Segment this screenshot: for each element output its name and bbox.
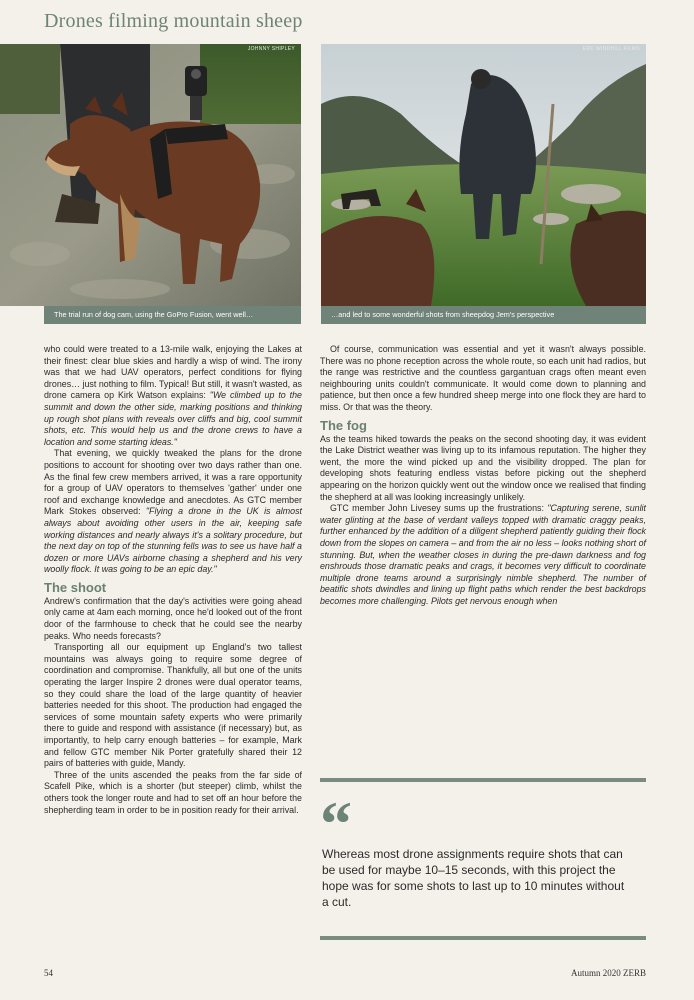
paragraph: As the teams hiked towards the peaks on the second shooting day, it was evident the Lake District weather was living up to its infamous reputation. The higher they went, the more the wind picked up and the visibility dropped. The plan for developing shots featuring endless vistas before picking out the shepherd appearing on the horizon quickly went out the window once we realised that finding the shepherd at all was looking increasingly unlikely. (320, 433, 646, 502)
issue-label: Autumn 2020 ZERB (570, 968, 646, 978)
pull-quote: Whereas most drone assignments require shots that can be used for maybe 10–15 seconds, with this project the hope was for some shots to last up to 10 minutes without a cut. (322, 847, 625, 909)
photo-credit: ERC WINDHILL FILMS (582, 46, 640, 52)
paragraph: Transporting all our equipment up England's two tallest mountains was always going to require some degree of coordination and compromise. Thankfully, all but one of the units operating the larger Inspire 2 drones were dual operator teams, so they could share the load of the large quantity of heavier batteries needed for this shoot. The production had engaged the services of some mountain safety experts who were primarily there to guide and respond with assistance (if necessary) but, as importantly, to help carry enough batteries – for example, Mark and fellow GTC member Nik Porter gratefully shared their 12 pairs of batteries with guide, Mandy. (44, 642, 302, 769)
paragraph: Andrew's confirmation that the day's activities were going ahead only came at 4am each morning, once he'd looked out of the front door of the farmhouse to check that he could see the nearby peaks. Who needs forecasts? (44, 595, 302, 641)
photo-caption: The trial run of dog cam, using the GoPro Fusion, went well… (44, 306, 301, 324)
dog-photo-icon (0, 44, 301, 306)
section-heading: The fog (320, 417, 367, 433)
paragraph: That evening, we quickly tweaked the plans for the drone positions to account for shooting over two days rather than one. As the final few crew members arrived, it was a rare opportunity for a group of UAV operators to themselves 'gather' under one roof and exchange knowledge and anecdotes. As GTC member Mark Stokes observed: "Flying a drone in the UK is almost always about avoiding other users in the air, keeping safe working distances and nearly always it's a solitary procedure, but the next day on top of the stunning fells was to see us have half a dozen or more UAVs airborne chasing a shepherd and his very woolly flock. It was going to be an epic day." (44, 448, 302, 575)
pull-quote-rule-top (320, 778, 646, 782)
photo-caption: …and led to some wonderful shots from sheepdog Jem's perspective (321, 306, 646, 324)
quote-mark-icon: “ (320, 788, 352, 859)
photo-credit: JOHNNY SHIPLEY (247, 46, 295, 52)
pull-quote-rule-bottom (320, 936, 646, 940)
section-heading: The shoot (44, 579, 107, 595)
page-number: 54 (44, 968, 53, 978)
right-column (320, 344, 646, 607)
paragraph: Three of the units ascended the peaks from the far side of Scafell Pike, which is a shorter (but steeper) climb, whilst the others took the longer route and had to set off an hour before the shepherding team in order to be in position ready for their arrival. (44, 769, 302, 815)
shepherd-photo-icon (321, 44, 646, 306)
paragraph: GTC member John Livesey sums up the frustrations: "Capturing serene, sunlit water glinting at the base of verdant valleys topped with dramatic craggy peaks, further enhanced by the addition of a diligent shepherd patiently guiding their flock down from the slopes on camera – and from the air no less – looks nothing short of stunning. But, when the weather closes in during the pre-dawn darkness and fog enshrouds those dramatic peaks and crags, it becomes very difficult to coordinate multiple drone teams around a surprisingly nimble shepherd. The number of beatific shots dwindles and lining up flight paths which render the best backdrops becomes more challenging. Pilots get nervous enough when (320, 503, 646, 606)
page-header: Drones filming mountain sheep (44, 10, 303, 32)
left-column (44, 344, 302, 816)
paragraph: who could were treated to a 13-mile walk, enjoying the Lakes at their finest: clear blue skies and hardly a wisp of wind. The irony was that we had UAV operators, perfect conditions for flying drones… just nothing to film. Typical! But still, it wasn't wasted, as drone camera op Kirk Watson explains: "We climbed up to the summit and down the other side, marking positions and thinking up rough shot plans with reveals over cliffs and big, cool summit shots, etc. This would help us and the drone crews to have a location and some starting ideas." (44, 344, 302, 447)
dog-cam-photo (0, 44, 301, 306)
shepherd-photo (321, 44, 646, 306)
paragraph: Of course, communication was essential and yet it wasn't always possible. There was no phone reception across the whole route, so each unit had radios, but the range was restrictive and the countless gargantuan crags often meant even neighbouring units couldn't communicate. It would come down to planning and patience, but then once a few hundred sheep merge into one flock they are hard to miss. Or that was the theory. (320, 344, 646, 412)
